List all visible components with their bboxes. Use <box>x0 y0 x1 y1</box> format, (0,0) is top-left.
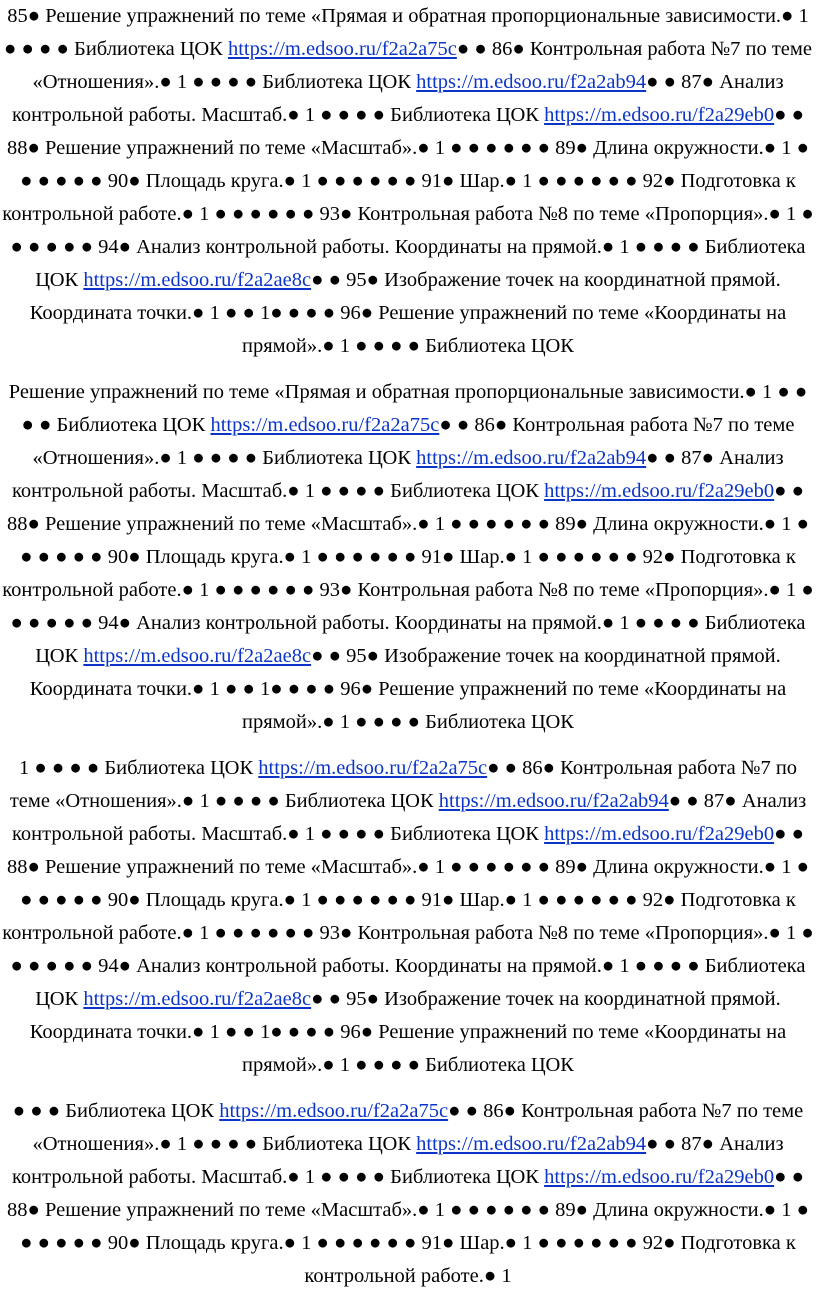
text-run: ● ● 86● Контрольная работа №7 по теме «Отношения».● 1 ● ● ● ● Библиотека ЦОК <box>32 1100 804 1155</box>
library-link[interactable]: https://m.edsoo.ru/f2a2ab94 <box>438 790 669 812</box>
library-link[interactable]: https://m.edsoo.ru/f2a2ae8c <box>83 645 312 667</box>
text-run: ● ● 87● Анализ контрольной работы. Масштаб.● 1 ● ● ● ● Библиотека ЦОК <box>11 1133 784 1188</box>
library-link[interactable]: https://m.edsoo.ru/f2a2ab94 <box>416 71 647 93</box>
library-link[interactable]: https://m.edsoo.ru/f2a2a75c <box>227 38 457 60</box>
text-paragraph <box>0 376 816 739</box>
text-paragraph <box>0 752 816 1082</box>
text-paragraph <box>0 0 816 363</box>
text-run: 1 ● ● ● ● Библиотека ЦОК <box>18 757 259 779</box>
text-run: ● ● ● Библиотека ЦОК <box>12 1100 220 1122</box>
text-run: ● ● 87● Анализ контрольной работы. Масштаб.● 1 ● ● ● ● Библиотека ЦОК <box>11 71 784 126</box>
text-run: ● ● 86● Контрольная работа №7 по теме «Отношения».● 1 ● ● ● ● Библиотека ЦОК <box>32 38 812 93</box>
library-link[interactable]: https://m.edsoo.ru/f2a2a75c <box>219 1100 449 1122</box>
text-run: ● ● 95● Изображение точек на координатной прямой. Координата точки.● 1 ● ● 1● ● ● ● 96● Решение упражнений по теме «Координаты на прямой».● 1 ● ● ● ● Библиотека ЦОК <box>29 988 787 1076</box>
library-link[interactable]: https://m.edsoo.ru/f2a2a75c <box>210 414 440 436</box>
library-link[interactable]: https://m.edsoo.ru/f2a2a75c <box>258 757 488 779</box>
text-run: 85● Решение упражнений по теме «Прямая и обратная пропорциональные зависимости.● 1 ● ● ● ● Библиотека ЦОК <box>4 5 809 60</box>
library-link[interactable]: https://m.edsoo.ru/f2a29eb0 <box>544 104 775 126</box>
library-link[interactable]: https://m.edsoo.ru/f2a2ae8c <box>83 988 312 1010</box>
text-run: ● ● 88● Решение упражнений по теме «Масштаб».● 1 ● ● ● ● ● ● 89● Длина окружности.● 1 ● ● ● ● ● ● 90● Площадь круга.● 1 ● ● ● ● ● ● 91● Шар.● 1 ● ● ● ● ● ● 92● Подготовка к контрольной работе.● 1 ● ● ● ● ● ● 93● Контрольная работа №8 по теме «Пропорция».● 1 ● ● ● ● ● ● 94● Анализ контрольной работы. Координаты на прямой.● 1 ● ● ● ● Библиотека ЦОК <box>2 104 814 291</box>
text-run: ● ● 87● Анализ контрольной работы. Масштаб.● 1 ● ● ● ● Библиотека ЦОК <box>11 790 807 845</box>
text-run: ● ● 95● Изображение точек на координатной прямой. Координата точки.● 1 ● ● 1● ● ● ● 96● Решение упражнений по теме «Координаты на прямой».● 1 ● ● ● ● Библиотека ЦОК <box>29 645 787 733</box>
text-paragraph <box>0 1095 816 1293</box>
text-run: ● ● 87● Анализ контрольной работы. Масштаб.● 1 ● ● ● ● Библиотека ЦОК <box>11 447 784 502</box>
text-run: ● ● 86● Контрольная работа №7 по теме «Отношения».● 1 ● ● ● ● Библиотека ЦОК <box>32 414 795 469</box>
text-run: Решение упражнений по теме «Прямая и обратная пропорциональные зависимости.● 1 ● ● ● ● Библиотека ЦОК <box>8 381 808 436</box>
library-link[interactable]: https://m.edsoo.ru/f2a2ab94 <box>416 1133 647 1155</box>
library-link[interactable]: https://m.edsoo.ru/f2a29eb0 <box>544 480 775 502</box>
text-run: ● ● 88● Решение упражнений по теме «Масштаб».● 1 ● ● ● ● ● ● 89● Длина окружности.● 1 ● ● ● ● ● ● 90● Площадь круга.● 1 ● ● ● ● ● ● 91● Шар.● 1 ● ● ● ● ● ● 92● Подготовка к контрольной работе.● 1 ● ● ● ● ● ● 93● Контрольная работа №8 по теме «Пропорция».● 1 ● ● ● ● ● ● 94● Анализ контрольной работы. Координаты на прямой.● 1 ● ● ● ● Библиотека ЦОК <box>2 480 814 667</box>
text-run: ● ● 88● Решение упражнений по теме «Масштаб».● 1 ● ● ● ● ● ● 89● Длина окружности.● 1 ● ● ● ● ● ● 90● Площадь круга.● 1 ● ● ● ● ● ● 91● Шар.● 1 ● ● ● ● ● ● 92● Подготовка к контрольной работе.● 1 ● ● ● ● ● ● 93● Контрольная работа №8 по теме «Пропорция».● 1 ● ● ● ● ● ● 94● Анализ контрольной работы. Координаты на прямой.● 1 ● ● ● ● Библиотека ЦОК <box>2 823 814 1010</box>
library-link[interactable]: https://m.edsoo.ru/f2a2ae8c <box>83 269 312 291</box>
text-run: ● ● 88● Решение упражнений по теме «Масштаб».● 1 ● ● ● ● ● ● 89● Длина окружности.● 1 ● ● ● ● ● ● 90● Площадь круга.● 1 ● ● ● ● ● ● 91● Шар.● 1 ● ● ● ● ● ● 92● Подготовка к контрольной работе.● 1 <box>6 1166 810 1287</box>
text-run: ● ● 86● Контрольная работа №7 по теме «Отношения».● 1 ● ● ● ● Библиотека ЦОК <box>9 757 798 812</box>
text-run: ● ● 95● Изображение точек на координатной прямой. Координата точки.● 1 ● ● 1● ● ● ● 96● Решение упражнений по теме «Координаты на прямой».● 1 ● ● ● ● Библиотека ЦОК <box>29 269 787 357</box>
library-link[interactable]: https://m.edsoo.ru/f2a29eb0 <box>544 823 775 845</box>
library-link[interactable]: https://m.edsoo.ru/f2a2ab94 <box>416 447 647 469</box>
library-link[interactable]: https://m.edsoo.ru/f2a29eb0 <box>544 1166 775 1188</box>
